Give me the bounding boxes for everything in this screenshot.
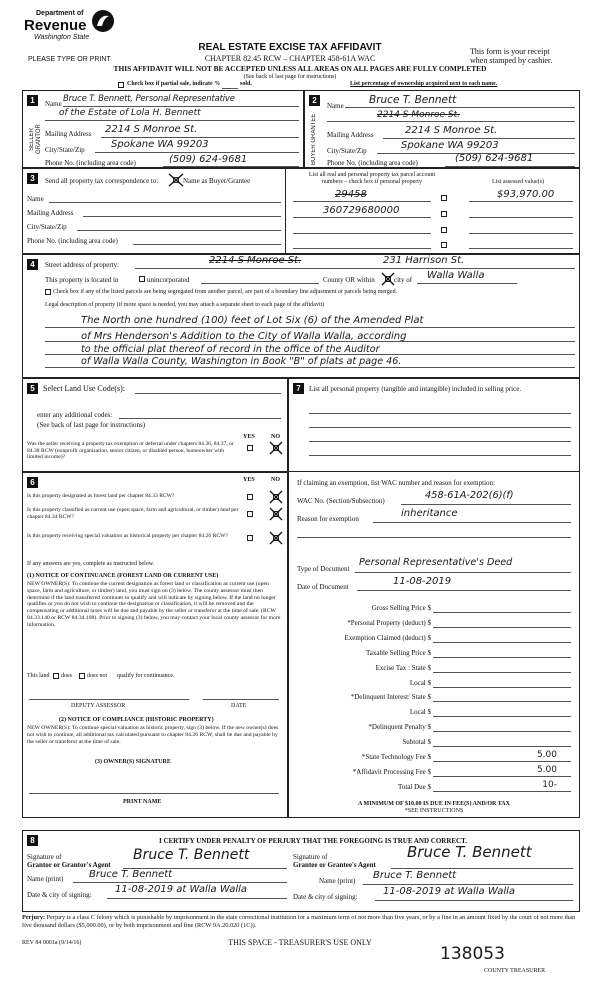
parcel-header-1: List all real and personal property tax parcel account: [308, 172, 436, 178]
fee-row: [289, 720, 579, 734]
perjury-text: Perjury is a class C felony which is punishable by imprisonment in the state correctional institution for a maximum term of not more than five years, or by a fine in an amount fixed by the court of not more than five thousand dollars ($5,000.00), or by both imprisonment and fine (RCW 9A.20.020 (1C)).: [22, 914, 576, 929]
current-use-question: Is this property classified as current use (open space, farm and agricultural, or timber) land per chapter 84.34 RCW?: [27, 507, 239, 520]
parcel-3-personal-checkbox[interactable]: [441, 227, 447, 233]
section-4-property: [22, 254, 580, 378]
does-not-checkbox[interactable]: [79, 673, 85, 679]
fee-label: Local $: [409, 708, 431, 717]
parcel-2-personal-checkbox[interactable]: [441, 211, 447, 217]
street-address-struck: 2214 S Monroe St.: [209, 255, 302, 266]
revenue-logo-icon: [90, 8, 116, 34]
forest-yes-checkbox[interactable]: [247, 494, 253, 500]
fee-value-line: [433, 716, 571, 717]
street-address-value[interactable]: 231 Harrison St.: [383, 255, 465, 266]
fee-row: [289, 661, 579, 675]
does-checkbox[interactable]: [53, 673, 59, 679]
s6-no-header: NO: [271, 477, 280, 483]
city-name-value[interactable]: Walla Walla: [427, 270, 485, 281]
grantor-sig-label1: Signature of: [27, 853, 62, 861]
fee-value[interactable]: 10-: [542, 779, 557, 790]
buyer-grantee-label: BUYER GRANTEE: [311, 113, 317, 165]
yes-header: YES: [243, 434, 255, 440]
dept-line1: Department of: [36, 10, 84, 17]
segregated-checkbox[interactable]: [45, 289, 51, 295]
receipt-note1: This form is your receipt: [470, 47, 550, 56]
assessed-header: List assessed value(s): [492, 179, 544, 185]
legal-line-1[interactable]: The North one hundred (100) feet of Lot Six (6) of the Amended Plat: [81, 315, 424, 326]
county-or-within-label: County OR within: [323, 276, 375, 284]
deputy-assessor-label: DEPUTY ASSESSOR: [71, 703, 126, 709]
seller-mailing-label: Mailing Address: [45, 130, 92, 138]
this-land-label: This land: [27, 673, 50, 679]
parcel-header-2: numbers – check box if personal property: [322, 179, 422, 185]
fee-value-line: [433, 627, 571, 628]
grantor-name-value[interactable]: Bruce T. Bennett: [89, 869, 173, 880]
parcel-1-personal-checkbox[interactable]: [441, 195, 447, 201]
additional-codes-label: enter any additional codes:: [37, 411, 113, 419]
personal-property-label: List all personal property (tangible and intangible) included in selling price.: [309, 385, 522, 393]
section-3-correspondence: [22, 168, 580, 254]
fee-value-line: [433, 612, 571, 613]
legal-line-4[interactable]: of Walla Walla County, Washington in Book "B" of plats at page 46.: [81, 356, 402, 367]
form-warning: THIS AFFIDAVIT WILL NOT BE ACCEPTED UNLESS ALL AREAS ON ALL PAGES ARE FULLY COMPLETED: [113, 64, 487, 73]
fee-label: *Affidavit Processing Fee $: [352, 767, 431, 776]
notice-continuance-title: (1) NOTICE OF CONTINUANCE (FOREST LAND OR CURRENT USE): [27, 573, 219, 579]
certify-statement: I CERTIFY UNDER PENALTY OF PERJURY THAT THE FOREGOING IS TRUE AND CORRECT.: [158, 837, 467, 845]
sold-label: sold.: [240, 81, 252, 87]
corr-mailing-label: Mailing Address: [27, 209, 74, 217]
county-treasurer-label: COUNTY TREASURER: [484, 968, 546, 974]
section-number: 8: [27, 835, 38, 846]
section-number: 2: [309, 95, 320, 106]
legal-line-3[interactable]: to the official plat thereof of record in the office of the Auditor: [81, 344, 380, 355]
receipt-note2: when stamped by cashier.: [470, 56, 553, 65]
section-number: 3: [27, 173, 38, 184]
exemption-yes-checkbox[interactable]: [247, 445, 253, 451]
fee-value-line: [433, 791, 571, 792]
grantor-sig-label2: Grantor or Grantor's Agent: [27, 861, 111, 869]
same-as-buyer-check-mark: [168, 173, 184, 187]
fee-row: [289, 735, 579, 749]
buyer-mailing-label: Mailing Address: [327, 131, 374, 139]
assessed-1[interactable]: $93,970.00: [497, 189, 555, 200]
fee-value-line: [433, 687, 571, 688]
doc-date-label: Date of Document: [297, 583, 349, 591]
grantor-date-label: Date & city of signing:: [27, 891, 92, 899]
fee-row: [289, 616, 579, 630]
parcel-2[interactable]: 360729680000: [323, 205, 400, 216]
forest-no-check-mark: [269, 490, 283, 504]
city-of-check-mark: [381, 272, 395, 286]
partial-sale-pct-line: [222, 88, 238, 89]
fee-label: *State Technology Fee $: [361, 753, 431, 761]
land-use-title: Select Land Use Code(s):: [43, 384, 125, 393]
fee-label: Gross Selling Price $: [371, 604, 431, 612]
fee-row: [289, 646, 579, 660]
type-or-print: PLEASE TYPE OR PRINT: [28, 56, 111, 63]
seller-phone-label: Phone No. (including area code): [45, 159, 136, 167]
located-in-label: This property is located in: [45, 276, 119, 284]
fee-row: [289, 631, 579, 645]
see-back-header: (See back of last page for instructions): [243, 74, 337, 80]
exemption-question: Was the seller receiving a property tax exemption or deferral under chapters 84.36, 84.37, or 84.38 RCW (nonprofit organization, senior citizen, or disabled person, homeowner with limited income)?: [27, 441, 234, 461]
buyer-name-line2-struck: 2214 S Monroe St.: [377, 110, 461, 120]
seller-phone-value[interactable]: (509) 624-9681: [169, 154, 248, 165]
section-5-land-use: [22, 378, 288, 472]
seller-name-line1: Bruce T. Bennett, Personal Representative: [63, 94, 235, 104]
fee-value-line: [433, 642, 571, 643]
fee-row: [289, 690, 579, 704]
seller-grantor-label: SELLER GRANTOR: [29, 124, 42, 154]
seller-name-label: Name: [45, 100, 62, 108]
legal-line-2[interactable]: of Mrs Henderson's Addition to the City of Walla Walla, according: [81, 331, 407, 342]
dept-line3: Washington State: [34, 34, 90, 41]
perjury-label: Perjury:: [22, 914, 46, 921]
receipt-number: 138053: [440, 944, 505, 964]
no-header: NO: [271, 434, 280, 440]
form-subtitle: CHAPTER 82.45 RCW – CHAPTER 458-61A WAC: [204, 54, 376, 63]
seller-city-label: City/State/Zip: [45, 146, 85, 154]
section-number: 4: [27, 259, 38, 270]
fee-value[interactable]: 5.00: [536, 764, 557, 775]
wac-value[interactable]: 458-61A-202(6)(f): [425, 490, 514, 501]
unincorporated-checkbox[interactable]: [139, 276, 145, 282]
s6-yes-header: YES: [243, 477, 255, 483]
perjury-notice: [22, 914, 578, 929]
section-1-seller: [22, 90, 304, 168]
reason-value[interactable]: inheritance: [401, 508, 458, 519]
rev-number: REV 84 0001a (9/14/16): [22, 940, 82, 946]
street-address-label: Street address of property:: [45, 261, 120, 269]
current-use-no-check-mark: [269, 507, 283, 521]
historic-question: Is this property receiving special valuation as historical property per chapter 84.26 RCW?: [27, 533, 228, 539]
seller-name-line2: of the Estate of Lola H. Bennett: [59, 108, 201, 118]
seller-mailing-value[interactable]: 2214 S Monroe St.: [105, 124, 198, 135]
fee-label: *Personal Property (deduct) $: [347, 618, 431, 627]
ownership-pct-note: List percentage of ownership acquired next to each name.: [350, 81, 498, 87]
print-name-label: PRINT NAME: [123, 799, 162, 805]
grantee-name-label: Name (print): [319, 877, 356, 885]
exemption-no-check-mark: [269, 441, 283, 455]
buyer-name-label: Name: [327, 102, 344, 110]
buyer-mailing-value[interactable]: 2214 S Monroe St.: [405, 125, 498, 136]
current-use-yes-checkbox[interactable]: [247, 511, 253, 517]
section-2-buyer: [304, 90, 580, 168]
notice-continuance-body: NEW OWNER(S): To continue the current designation as forest land or classification as current use (open space, farm and agriculture, or timber) land, you must sign on (3) below. The county assessor must then determine if the land transferred continues to qualify and will indicate by signing below. If the land no longer qualifies or you do not wish to continue the designation or classification, it will be removed and the compensating or additional taxes will be due and payable by the seller or transferor at the time of sale. (RCW 84.33.140 or RCW 84.34.108). Prior to signing (3) below, you may contact your local county assessor for more information.: [27, 581, 281, 628]
section-8-certification: [22, 830, 580, 912]
dept-line2: Revenue: [24, 17, 87, 34]
fee-label: Local $: [409, 678, 431, 687]
if-yes-note: If any answers are yes, complete as instructed below.: [27, 561, 155, 567]
corr-city-label: City/State/Zip: [27, 223, 67, 231]
fee-label: *Delinquent Penalty $: [368, 723, 431, 732]
legal-description-label: Legal description of property (if more space is needed, you may attach a separate sheet to each page of the affidavit): [45, 302, 325, 308]
does-not-label: does not: [87, 673, 108, 679]
fee-value-line: [433, 731, 571, 732]
buyer-city-value[interactable]: Spokane WA 99203: [401, 140, 499, 151]
fee-row: [289, 676, 579, 690]
partial-sale-checkbox[interactable]: [118, 82, 124, 88]
section-number: 6: [27, 477, 38, 488]
doc-date-value[interactable]: 11-08-2019: [393, 576, 452, 587]
fee-label: Total Due $: [398, 782, 431, 791]
form-title: REAL ESTATE EXCISE TAX AFFIDAVIT: [198, 42, 382, 53]
unincorporated-label: unincorporated: [147, 276, 190, 284]
section-number: 1: [27, 95, 38, 106]
fee-row: [289, 765, 579, 779]
fee-row: [289, 780, 579, 794]
fees-minimum: A MINIMUM OF $10.00 IS DUE IN FEE(S) AND/OR TAX: [358, 801, 510, 807]
section-6-current-use: [22, 472, 288, 818]
grantee-signature[interactable]: Bruce T. Bennett: [407, 843, 532, 861]
does-label: does: [61, 673, 72, 679]
section-number: 7: [293, 383, 304, 394]
doc-type-value[interactable]: Personal Representative's Deed: [359, 557, 513, 568]
qualify-label: qualify for continuance.: [117, 673, 175, 679]
historic-no-check-mark: [269, 531, 283, 545]
grantor-date-value[interactable]: 11-08-2019 at Walla Walla: [115, 884, 248, 895]
fee-value-line: [433, 746, 571, 747]
fees-see-instructions: *SEE INSTRUCTIONS: [404, 808, 464, 814]
fee-value-line: [433, 657, 571, 658]
fee-label: Subtotal $: [402, 738, 431, 747]
fee-label: Taxable Selling Price $: [365, 648, 431, 657]
fee-value-line: [433, 701, 571, 702]
notice-compliance-body: NEW OWNER(S): To continue special valuation as historic property, sign (3) below. If the new owner(s) does not wish to continue, all additional tax calculated pursuant to chapter 84.26 RCW, shall be due and payable by the seller or transferor at the time of sale.: [27, 725, 279, 745]
deputy-date-label: DATE: [231, 703, 247, 709]
wac-label: WAC No. (Section/Subsection): [297, 497, 385, 505]
grantee-date-label: Date & city of signing:: [293, 893, 358, 901]
section-7-personal-property: [288, 378, 580, 818]
segregated-label: Check box if any of the listed parcels are being segregated from another parcel, are part of a boundary line adjustment or parcels being merged.: [53, 289, 398, 295]
fee-label: Exemption Claimed (deduct) $: [344, 633, 431, 642]
revenue-logo: [22, 8, 142, 50]
historic-yes-checkbox[interactable]: [247, 535, 253, 541]
grantee-name-value[interactable]: Bruce T. Bennett: [373, 870, 457, 881]
corr-phone-label: Phone No. (including area code): [27, 237, 118, 245]
send-correspondence-label: Send all property tax correspondence to:: [45, 177, 159, 185]
notice-compliance-title: (2) NOTICE OF COMPLIANCE (HISTORIC PROPERTY): [59, 717, 214, 723]
reason-label: Reason for exemption: [297, 515, 359, 523]
section-number: 5: [27, 383, 38, 394]
buyer-phone-label: Phone No. (including area code): [327, 159, 418, 167]
city-of-label: city of: [394, 276, 413, 284]
grantor-signature[interactable]: Bruce T. Bennett: [133, 847, 250, 863]
buyer-phone-value[interactable]: (509) 624-9681: [455, 153, 534, 164]
grantee-sig-label1: Signature of: [293, 853, 328, 861]
doc-type-label: Type of Document: [297, 565, 350, 573]
fee-label: Excise Tax : State $: [375, 663, 431, 672]
fee-row: [289, 601, 579, 615]
fee-label: *Delinquent Interest: State $: [350, 693, 431, 702]
seller-city-value[interactable]: Spokane WA 99203: [111, 139, 209, 150]
owner-signature-title: (3) OWNER(S) SIGNATURE: [95, 759, 171, 765]
parcel-4-personal-checkbox[interactable]: [441, 242, 447, 248]
fee-row: [289, 750, 579, 764]
buyer-city-label: City/State/Zip: [327, 147, 367, 155]
grantee-date-value[interactable]: 11-08-2019 at Walla Walla: [383, 886, 516, 897]
treasurer-space: THIS SPACE - TREASURER'S USE ONLY: [228, 938, 372, 947]
land-use-see-back: (See back of last page for instructions): [37, 421, 146, 429]
grantor-name-label: Name (print): [27, 875, 64, 883]
fee-value[interactable]: 5.00: [536, 750, 557, 760]
buyer-name-value[interactable]: Bruce T. Bennett: [369, 94, 457, 106]
grantee-sig-label2: Grantee or Grantee's Agent: [293, 861, 376, 869]
wac-intro: If claiming an exemption, list WAC number and reason for exemption:: [297, 479, 495, 487]
parcel-1-struck: 29458: [335, 189, 367, 200]
partial-sale-label: Check box if partial sale, indicate %: [127, 81, 221, 87]
forest-land-question: Is this property designated as forest land per chapter 84.33 RCW?: [27, 493, 175, 499]
fee-value-line: [433, 672, 571, 673]
same-as-buyer-label: Name as Buyer/Grantee: [183, 177, 251, 185]
fee-value-line: [433, 776, 571, 777]
fee-value-line: [433, 761, 571, 762]
fee-row: [289, 705, 579, 719]
corr-name-label: Name: [27, 195, 44, 203]
